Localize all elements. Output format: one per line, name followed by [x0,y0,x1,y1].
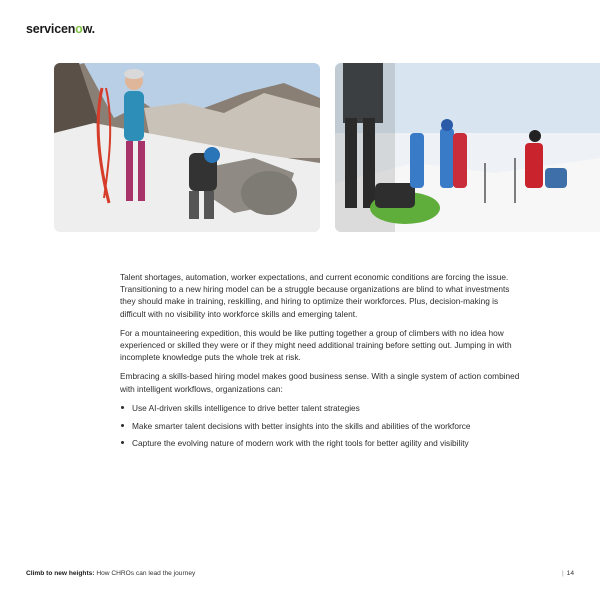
bullet-dot-icon [121,424,124,427]
bullet-text: Make smarter talent decisions with better insights into the skills and abilities of the workforce [132,420,471,431]
footer-title-bold: Climb to new heights: [26,570,95,577]
logo-text-b: w. [82,22,95,36]
paragraph: Embracing a skills-based hiring model makes good business sense. With a single system of action combined with intelligent workflows, organizations can: [120,371,520,394]
paragraph: For a mountaineering expedition, this would be like putting together a group of climbers with no idea how experienced or skilled they were or if they might need additional training before setting out. Jumping in with incomplete knowledge puts the whole trek at risk. [120,327,512,363]
footer-title [26,570,195,577]
logo-text-a: servicen [26,22,76,36]
bullet-item [120,420,520,432]
bullet-item [120,437,520,449]
page-number-value: 14 [566,570,574,577]
page-separator: | [561,570,564,577]
photo-climbers-rope [54,63,320,232]
bullet-text: Use AI-driven skills intelligence to drive better talent strategies [132,402,360,413]
page-number [562,570,574,577]
footer-title-rest: How CHROs can lead the journey [94,570,196,577]
bullet-dot-icon [121,406,124,409]
bullet-list [120,402,520,450]
servicenow-logo [26,22,95,36]
paragraph: Talent shortages, automation, worker expectations, and current economic conditions are forcing the issue. Transitioning to a new hiring model can be a struggle because organizations are blind to what investments they should make in training, reskilling, and hiring to optimize their workforces. Plus, decision-making is difficult with no visibility into workforce skills and emerging talent. [120,272,510,319]
photo-climbers-team [335,63,600,232]
bullet-dot-icon [121,441,124,444]
bullet-item [120,402,520,414]
bullet-text: Capture the evolving nature of modern work with the right tools for better agility and visibility [132,438,469,449]
body-text [120,271,520,455]
logo-text-o: o [75,22,83,36]
